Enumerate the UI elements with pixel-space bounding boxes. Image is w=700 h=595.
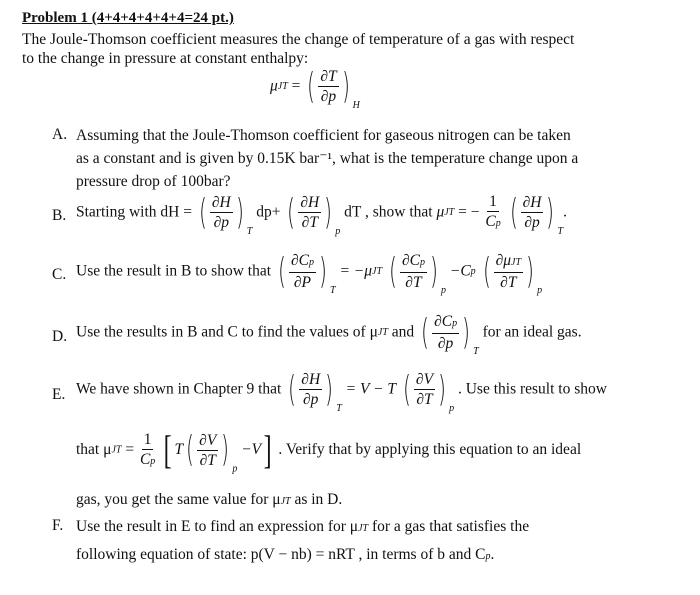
part-d-equation: Use the results in B and C to find the values of μJT and ( $\frac{\partial Cp}{\partial p}$ ) $_T$ for an ideal gas.	[76, 311, 582, 358]
part-d-label: D.	[52, 328, 68, 345]
jt-definition-equation: μJT = ( $\frac{\partial T}{\partial p}$ ) $_H$	[270, 65, 360, 112]
intro-line-2: to the change in pressure at constant enthalpy:	[22, 50, 309, 67]
part-a-label: A.	[52, 126, 68, 143]
part-e-line-3: gas, you get the same value for μJT as in D.	[76, 491, 343, 508]
part-a-line-2: as a constant and is given by 0.15K bar⁻¹, what is the temperature change upon a	[76, 150, 579, 167]
part-e-equation: We have shown in Chapter 9 that ( $\frac{\partial H}{\partial p}$ ) $_T$ = V − T ( $\frac{\partial V}{\partial T}$ ) $_p$ . Use this result to show	[76, 368, 607, 415]
part-e-result-equation: that μJT = $\frac{1}{Cp}$ [ T( $\frac{\partial V}{\partial T}$ ) $_p$ −V] . Verify that by applying this equation to an ideal	[76, 427, 582, 475]
part-c-label: C.	[52, 266, 67, 283]
intro-line-1: The Joule-Thomson coefficient measures the change of temperature of a gas with respect	[22, 31, 575, 48]
part-c-equation: Use the result in B to show that ( $\frac{\partial Cp}{\partial P}$ ) $_T$ = −μJT ( $\frac{\partial Cp}{\partial T}$ ) $_p$ −Cp ( $\frac{\text{∂μJT}}{\partial T}$ ) $_p$	[76, 250, 543, 297]
part-b-equation: Starting with dH = ( $\frac{\partial H}{\partial p}$ ) $_T$ dp+ ( $\frac{\partial H}{\partial T}$ ) $_p$ dT , show that μJT = − $\frac{1}{Cp}$ ( $\frac{\partial H}{\partial p}$ ) $_T$.	[76, 191, 567, 238]
part-b-label: B.	[52, 207, 67, 224]
part-a-line-1: Assuming that the Joule-Thomson coefficient for gaseous nitrogen can be taken	[76, 127, 571, 144]
part-f-label: F.	[52, 517, 64, 534]
part-f-line-2: following equation of state: p(V − nb) = nRT , in terms of b and Cp.	[76, 546, 495, 563]
part-e-label: E.	[52, 386, 66, 403]
part-a-line-3: pressure drop of 100bar?	[76, 173, 231, 190]
part-f-line-1: Use the result in E to find an expression for μJT for a gas that satisfies the	[76, 518, 530, 535]
problem-title: Problem 1 (4+4+4+4+4+4=24 pt.)	[22, 10, 234, 26]
